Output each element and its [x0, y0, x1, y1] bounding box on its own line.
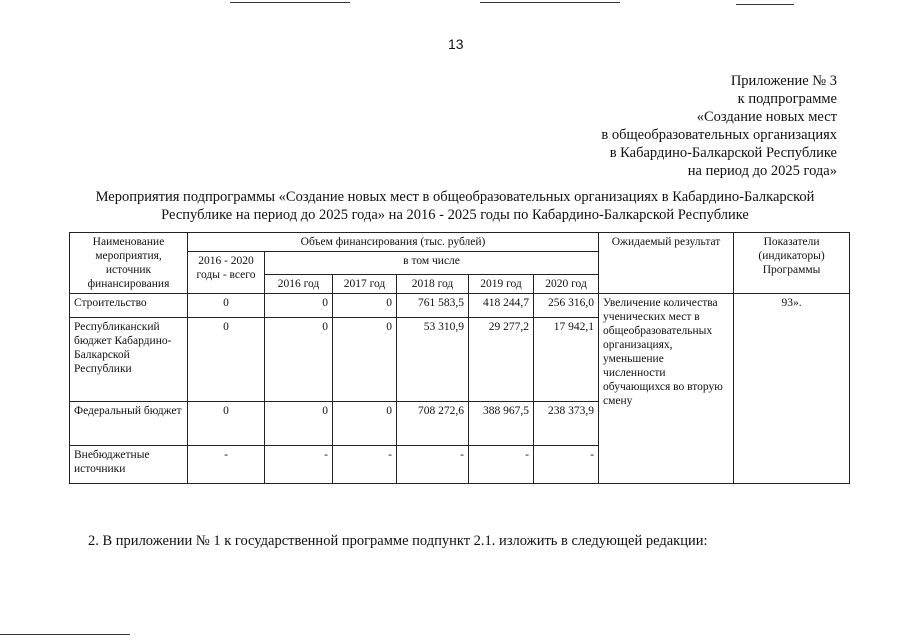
cell-2018: 708 272,6: [397, 402, 469, 446]
row-name: Республиканский бюджет Кабардино-Балкарской Республики: [70, 318, 188, 402]
heading-line: Мероприятия подпрограммы «Создание новых мест в общеобразовательных организациях в Кабардино-Балкарской: [95, 189, 815, 205]
financing-table: [69, 232, 850, 484]
scan-artifact: [230, 2, 350, 3]
appendix-line: «Создание новых мест: [696, 109, 837, 125]
scan-artifact: [480, 2, 620, 3]
document-heading: [40, 188, 870, 224]
page-number: 13: [448, 36, 464, 52]
cell-total: 0: [188, 318, 265, 402]
header-year: 2018 год: [397, 275, 469, 294]
cell-2020: -: [534, 446, 599, 484]
heading-line: Республике на период до 2025 года» на 2016 - 2025 годы по Кабардино-Балкарской Республике: [161, 207, 749, 223]
cell-2019: -: [469, 446, 534, 484]
cell-2018: 761 583,5: [397, 294, 469, 318]
indicator-value: 93».: [734, 294, 850, 484]
cell-2016: 0: [265, 318, 333, 402]
header-result: Ожидаемый результат: [599, 233, 734, 294]
cell-2019: 388 967,5: [469, 402, 534, 446]
header-name: Наименование мероприятия, источник финансирования: [70, 233, 188, 294]
header-total: 2016 - 2020 годы - всего: [188, 252, 265, 294]
cell-2020: 238 373,9: [534, 402, 599, 446]
appendix-line: на период до 2025 года»: [687, 163, 837, 179]
scan-artifact: [736, 4, 794, 5]
table-row: [70, 294, 850, 318]
cell-2019: 418 244,7: [469, 294, 534, 318]
header-year: 2017 год: [333, 275, 397, 294]
cell-2016: 0: [265, 402, 333, 446]
header-year: 2016 год: [265, 275, 333, 294]
header-indicators: Показатели (индикаторы) Программы: [734, 233, 850, 294]
cell-2020: 17 942,1: [534, 318, 599, 402]
cell-total: 0: [188, 402, 265, 446]
cell-2017: 0: [333, 402, 397, 446]
cell-2019: 29 277,2: [469, 318, 534, 402]
cell-2020: 256 316,0: [534, 294, 599, 318]
expected-result: Увеличение количества ученических мест в общеобразовательных организациях, уменьшение численности обучающихся во вторую смену: [599, 294, 734, 484]
cell-2017: -: [333, 446, 397, 484]
appendix-line: Приложение № 3: [730, 73, 837, 89]
cell-2017: 0: [333, 318, 397, 402]
row-name: Строительство: [70, 294, 188, 318]
scan-artifact: [0, 634, 130, 635]
cell-2018: -: [397, 446, 469, 484]
cell-2016: 0: [265, 294, 333, 318]
cell-2018: 53 310,9: [397, 318, 469, 402]
cell-2016: -: [265, 446, 333, 484]
header-year: 2020 год: [534, 275, 599, 294]
paragraph-2: 2. В приложении № 1 к государственной программе подпункт 2.1. изложить в следующей редакции:: [88, 533, 708, 549]
appendix-line: в общеобразовательных организациях: [601, 127, 837, 143]
header-including: в том числе: [265, 252, 599, 275]
appendix-line: к подпрограмме: [737, 91, 837, 107]
header-funding: Объем финансирования (тыс. рублей): [188, 233, 599, 252]
appendix-line: в Кабардино-Балкарской Республике: [609, 145, 837, 161]
row-name: Внебюджетные источники: [70, 446, 188, 484]
appendix-reference: [601, 72, 837, 180]
cell-total: 0: [188, 294, 265, 318]
cell-2017: 0: [333, 294, 397, 318]
header-year: 2019 год: [469, 275, 534, 294]
row-name: Федеральный бюджет: [70, 402, 188, 446]
cell-total: -: [188, 446, 265, 484]
